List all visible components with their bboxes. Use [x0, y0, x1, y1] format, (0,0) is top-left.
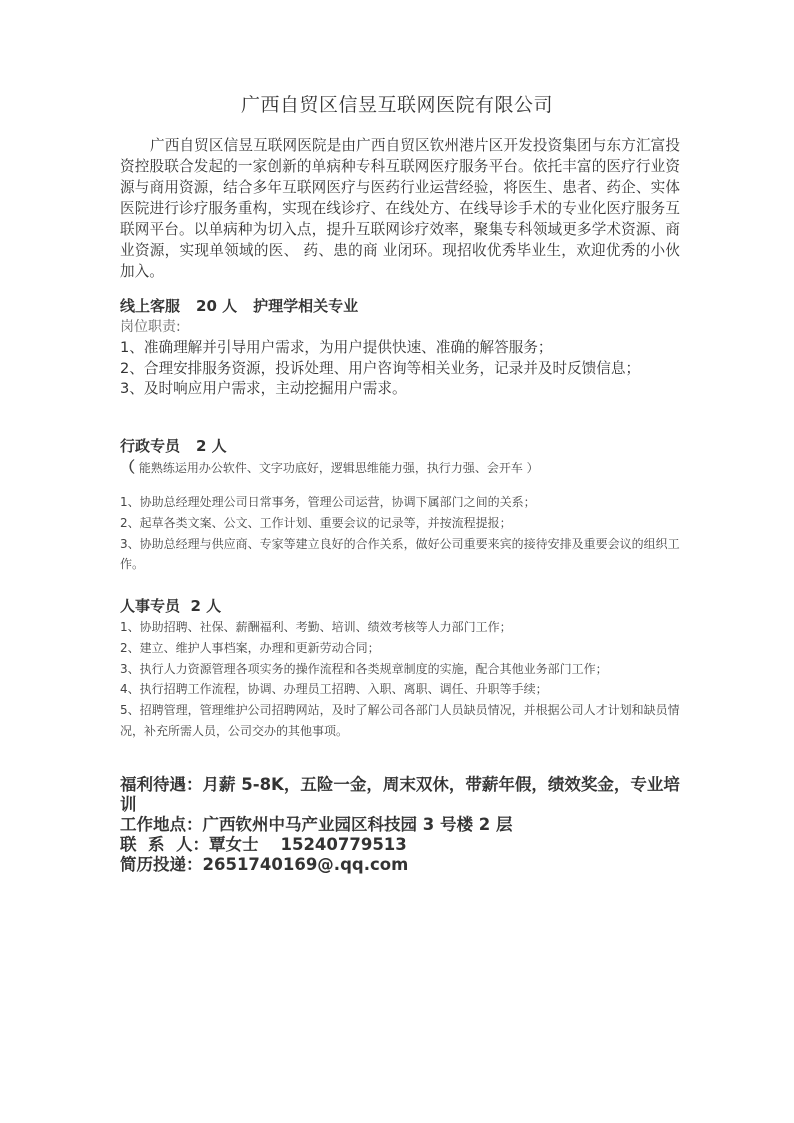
- job-heading: [120, 596, 685, 617]
- job-count: 2 人: [196, 437, 227, 455]
- duty-item: 3、执行人力资源管理各项实务的操作流程和各类规章制度的实施，配合其他业务部门工作；: [120, 661, 608, 676]
- note-text: 能熟练运用办公软件、文字功底好，逻辑思维能力强，执行力强、会开车 ）: [135, 461, 539, 475]
- company-title: 广西自贸区信昱互联网医院有限公司: [240, 94, 553, 116]
- duty-item: 1、准确理解并引导用户需求，为用户提供快速、准确的解答服务；: [120, 339, 553, 356]
- benefits-section: [120, 775, 690, 875]
- job-requirement-note: [120, 457, 685, 478]
- job-count: 2 人: [190, 597, 222, 615]
- job-heading: [120, 296, 685, 317]
- duty-item: 3、及时响应用户需求，主动挖掘用户需求。: [120, 380, 407, 397]
- location-line: 工作地点：广西钦州中马产业园区科技园 3 号楼 2 层: [120, 815, 513, 834]
- contact-line: [120, 835, 690, 855]
- duty-item: 2、建立、维护人事档案，办理和更新劳动合同；: [120, 640, 380, 655]
- contact-person: 联 系 人：覃女士: [120, 835, 259, 854]
- duty-label: 岗位职责:: [120, 319, 181, 335]
- job-online-service: [120, 296, 685, 400]
- note-open-paren: （: [120, 458, 136, 476]
- job-major: 护理学相关专业: [253, 297, 359, 315]
- email-line: 简历投递：2651740169@.qq.com: [120, 855, 409, 874]
- duty-item: 1、协助招聘、社保、薪酬福利、考勤、培训、绩效考核等人力部门工作；: [120, 620, 512, 634]
- company-intro: 广西自贸区信昱互联网医院是由广西自贸区钦州港片区开发投资集团与东方汇富投资控股联合发起的一家创新的单病种专科互联网医疗服务平台。依托丰富的医疗行业资源与商用资源，结合多年互联网医疗与医药行业运营经验，将医生、患者、药企、实体医院进行诊疗服务重构，实现在线诊疗、在线处方、在线导诊手术的专业化医疗服务互联网平台。以单病种为切入点，提升互联网诊疗效率，聚集专科领域更多学术资源、商业资源，实现单领域的医、 药、患的商 业闭环。现招收优秀毕业生，欢迎优秀的小伙加入。: [120, 137, 680, 280]
- job-title: 行政专员: [120, 437, 181, 455]
- job-heading: [120, 436, 685, 457]
- contact-phone: 15240779513: [280, 835, 407, 854]
- job-title: 人事专员: [120, 597, 181, 615]
- job-title: 线上客服: [120, 297, 181, 315]
- duty-item: 2、合理安排服务资源，投诉处理、用户咨询等相关业务，记录并及时反馈信息；: [120, 359, 641, 377]
- job-hr-specialist: [120, 596, 685, 742]
- job-count: 20 人: [196, 297, 238, 315]
- duty-item: 5、招聘管理，管理维护公司招聘网站，及时了解公司各部门人员缺员情况，并根据公司人才计划和缺员情况，补充所需人员，公司交办的其他事项。: [120, 703, 680, 738]
- duty-item: 2、起草各类文案、公文、工作计划、重要会议的记录等，并按流程提报；: [120, 515, 512, 530]
- welfare-line: 福利待遇：月薪 5-8K，五险一金，周末双休，带薪年假，绩效奖金，专业培训: [120, 775, 680, 814]
- duty-item: 3、协助总经理与供应商、专家等建立良好的合作关系，做好公司重要来宾的接待安排及重要会议的组织工作。: [120, 536, 680, 572]
- job-admin-specialist: [120, 436, 685, 575]
- duty-item: 1、协助总经理处理公司日常事务，管理公司运营，协调下属部门之间的关系；: [120, 495, 536, 509]
- duty-item: 4、执行招聘工作流程，协调、办理员工招聘、入职、离职、调任、升职等手续；: [120, 682, 548, 697]
